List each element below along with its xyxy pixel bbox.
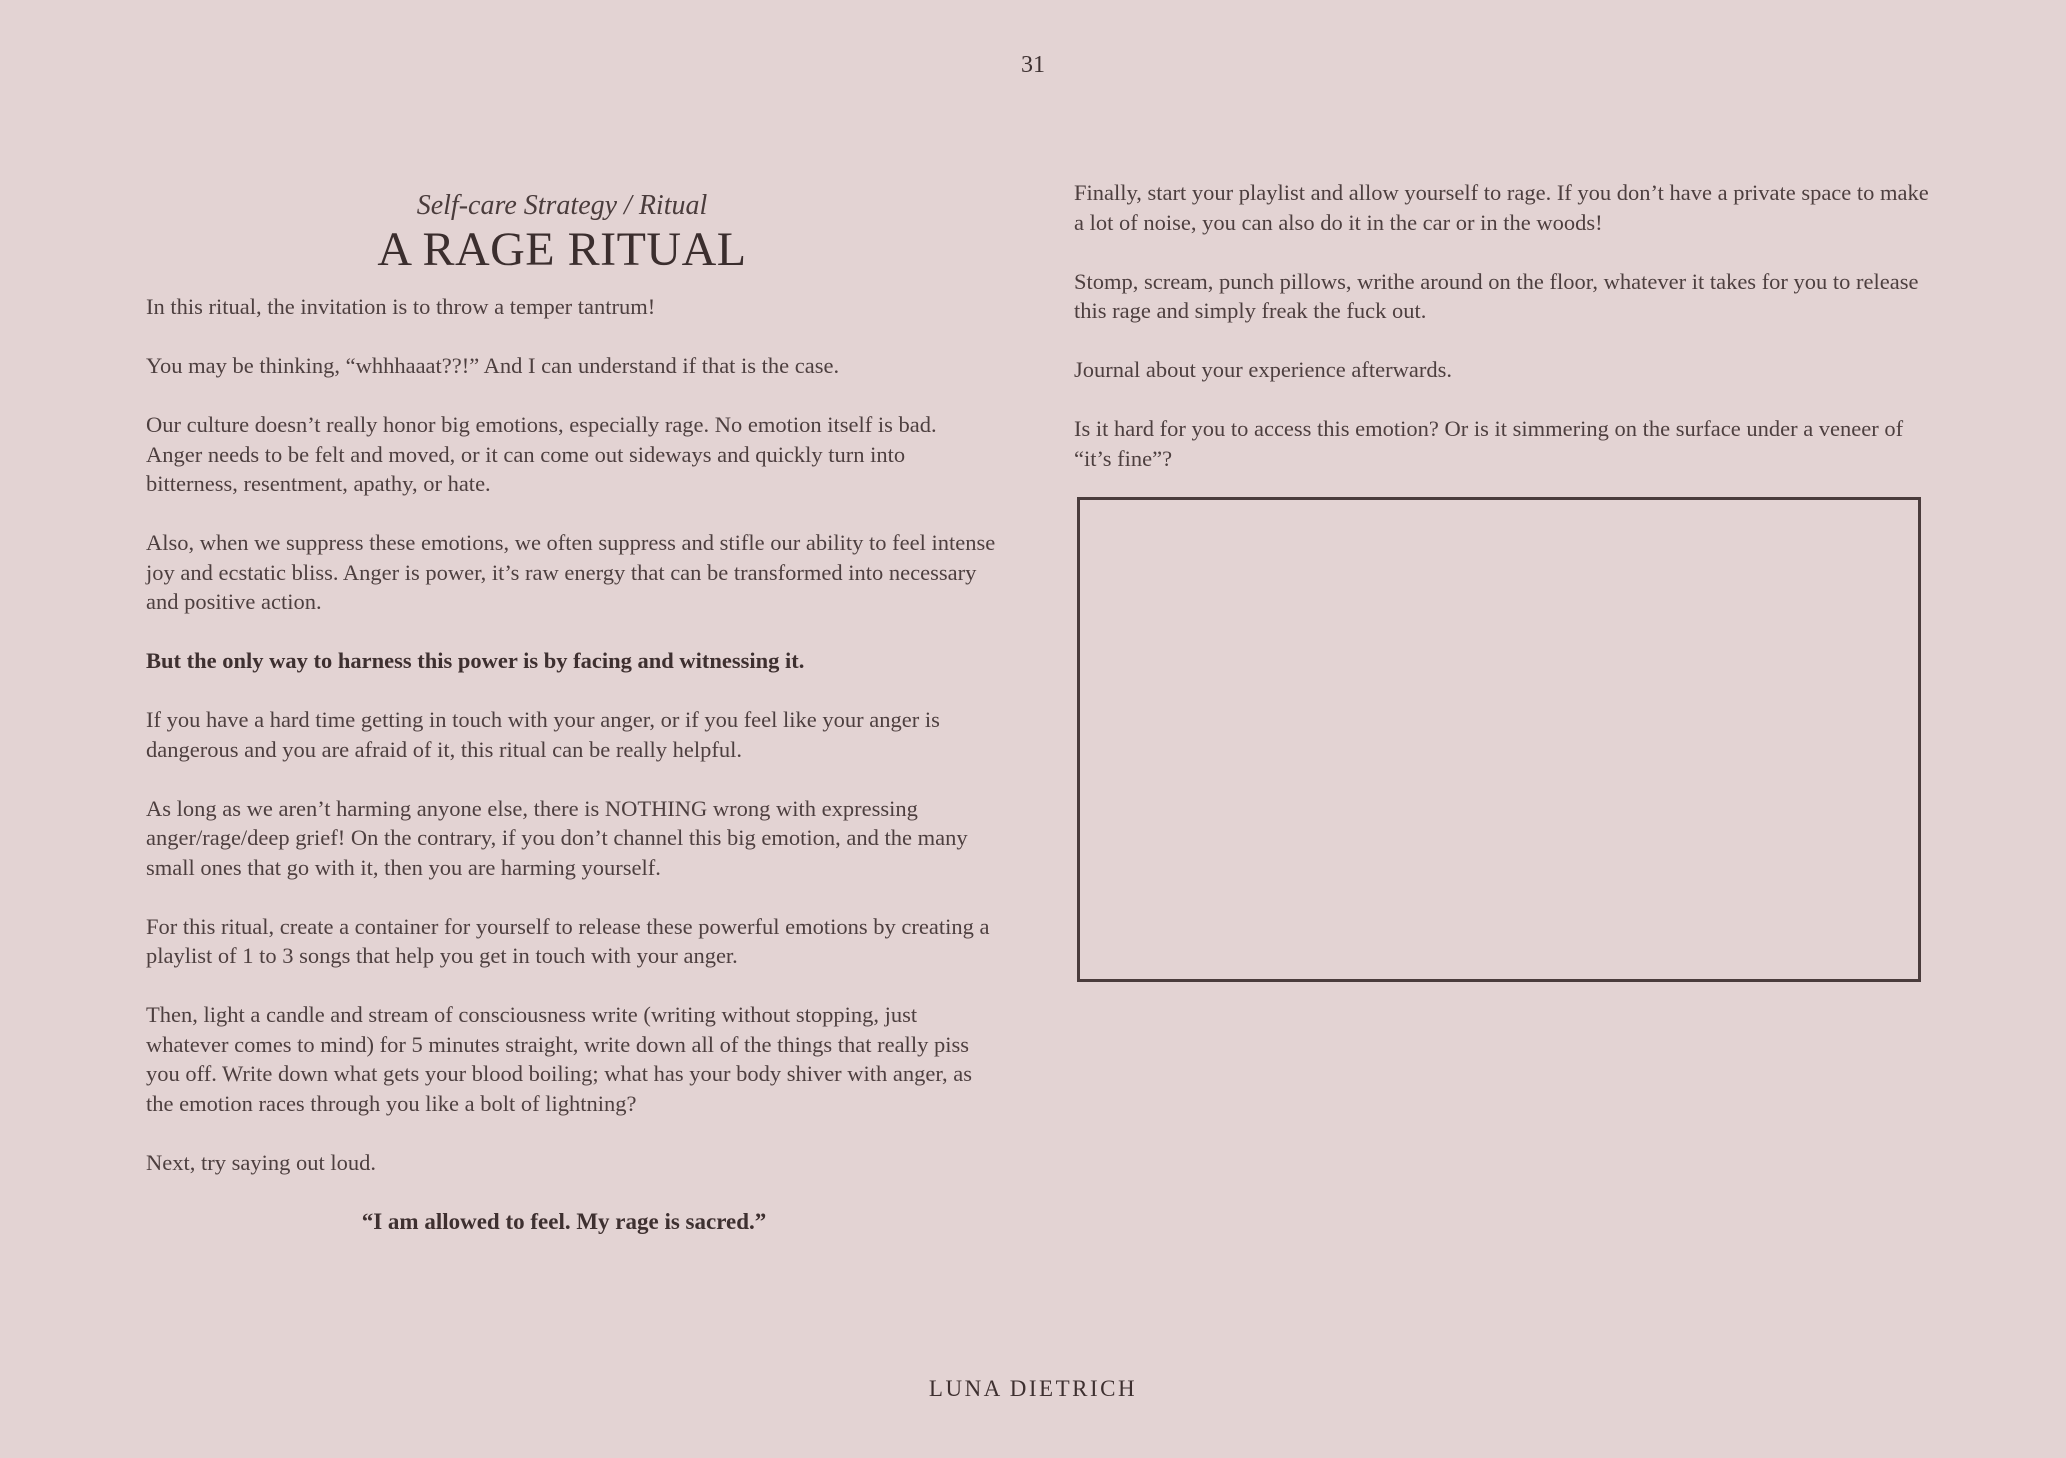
mantra-quote: “I am allowed to feel. My rage is sacred.” (361, 1208, 767, 1234)
journal-writing-box[interactable] (1077, 497, 1921, 982)
heading-block (146, 190, 978, 278)
paragraph-whhhaaat: You may be thinking, “whhhaaat??!” And I can understand if that is the case. (146, 353, 840, 378)
paragraph-playlist: Finally, start your playlist and allow yourself to rage. If you don’t have a private space to make a lot of noise, you can also do it in the car or in the woods! (1074, 180, 1929, 235)
author-footer: LUNA DIETRICH (928, 1376, 1138, 1401)
paragraph-candle: Then, light a candle and stream of consciousness write (writing without stopping, just whatever comes to mind) for 5 minutes straight, write down all of the things that really piss you off. Write down what gets your blood boiling; what has your body shiver with anger, as the emotion races through you like a bolt of lightning? (146, 1002, 972, 1116)
paragraph-hard-time: If you have a hard time getting in touch with your anger, or if you feel like your anger is dangerous and you are afraid of it, this ritual can be really helpful. (146, 707, 940, 762)
paragraph-stomp: Stomp, scream, punch pillows, writhe around on the floor, whatever it takes for you to release this rage and simply freak the fuck out. (1074, 268, 1919, 323)
page-number: 31 (1021, 52, 1045, 78)
paragraph-journal: Journal about your experience afterwards. (1074, 357, 1452, 382)
paragraph-question: Is it hard for you to access this emotion? Or is it simmering on the surface under a veneer of “it’s fine”? (1074, 416, 1904, 471)
page-title: A RAGE RITUAL (377, 223, 747, 276)
paragraph-harness-power: But the only way to harness this power is by facing and witnessing it. (146, 648, 805, 673)
paragraph-suppress: Also, when we suppress these emotions, we often suppress and stifle our ability to feel intense joy and ecstatic bliss. Anger is power, it’s raw energy that can be transformed into necessary and positive action. (146, 530, 996, 614)
paragraph-container: For this ritual, create a container for yourself to release these powerful emotions by creating a playlist of 1 to 3 songs that help you get in touch with your anger. (146, 913, 990, 968)
paragraph-culture: Our culture doesn’t really honor big emotions, especially rage. No emotion itself is bad. Anger needs to be felt and moved, or it can come out sideways and quickly turn into bitterness, resentment, apathy, or hate. (146, 412, 937, 496)
paragraph-nothing-wrong: As long as we aren’t harming anyone else, there is NOTHING wrong with expressing anger/rage/deep grief! On the contrary, if you don’t channel this big emotion, and the many small ones that go with it, then you are harming yourself. (146, 795, 968, 880)
paragraph-say-out-loud: Next, try saying out loud. (146, 1149, 376, 1175)
section-subtitle: Self-care Strategy / Ritual (416, 190, 708, 221)
paragraph-intro: In this ritual, the invitation is to throw a temper tantrum! (146, 294, 656, 319)
left-column (146, 190, 996, 1236)
right-column (1074, 178, 1934, 503)
